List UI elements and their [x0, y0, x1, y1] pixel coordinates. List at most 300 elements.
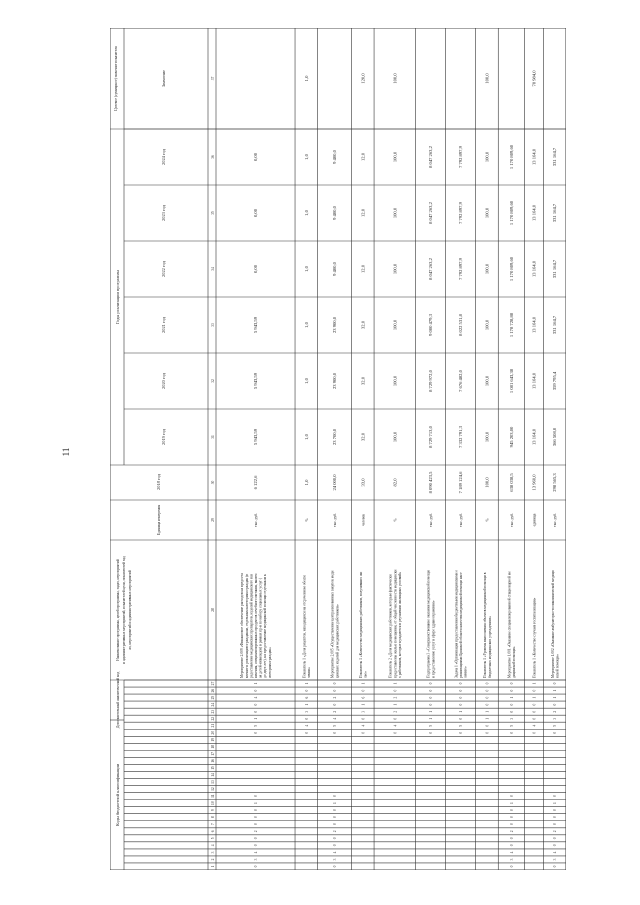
row-2018-value: 6 122,6 [253, 475, 259, 490]
row-year-value: 8 047 263,2 [428, 258, 434, 280]
table-frame [110, 28, 566, 870]
additional-code-digit: 1 [361, 682, 366, 685]
additional-code-digit: 1 [459, 710, 464, 713]
row-year-value: 23 700,0 [332, 428, 338, 446]
code-digit: 0 [254, 823, 259, 826]
additional-code-digit: 0 [553, 731, 558, 734]
year-header-2024: 2024 год [161, 149, 166, 165]
additional-code-digit: 0 [333, 731, 338, 734]
row-year-value: 12,0 [360, 208, 366, 218]
additional-code-digit: 0 [304, 689, 309, 692]
additional-code-digit: 2 [333, 710, 338, 713]
column-number: 2 [211, 858, 215, 861]
row-year-value: 13 164,0 [531, 316, 537, 334]
code-digit: 2 [333, 830, 338, 833]
row-year-value: 1,0 [303, 266, 309, 272]
additional-code-digit: 2 [333, 696, 338, 699]
row-year-value: 331 164,7 [552, 259, 558, 279]
additional-code-digit: 0 [429, 696, 434, 699]
additional-code-digit: 0 [459, 717, 464, 720]
year-header-2020: 2020 год [161, 373, 166, 389]
row-year-value: 12,0 [360, 152, 366, 162]
additional-code-digit: 0 [459, 696, 464, 699]
additional-code-digit: 2 [553, 710, 558, 713]
row-year-value: 1,0 [303, 378, 309, 384]
row-unit: % [485, 518, 490, 522]
additional-code-digit: 1 [304, 682, 309, 685]
additional-code-digit: 0 [333, 682, 338, 685]
row-2018-value: 33,0 [360, 478, 366, 487]
code-digit: 1 [254, 802, 259, 805]
additional-code-digit: 0 [254, 689, 259, 692]
name-column-header-2: и административных мероприятий, показателей цели, показателей зад [122, 556, 126, 664]
additional-code-digit: 1 [532, 682, 537, 685]
row-year-value: 945 203,00 [508, 426, 514, 448]
additional-code-digit: 0 [333, 689, 338, 692]
code-digit: 4 [553, 851, 558, 854]
row-unit: тыс. руб. [254, 513, 259, 527]
additional-code-digit: 1 [304, 703, 309, 706]
codes-group-header: Коды бюджетной классификации [115, 763, 120, 827]
row-name: Задача 1 «Организация предоставления бюджетными медицинскими о [454, 569, 459, 678]
code-digit: 0 [553, 865, 558, 868]
row-name: Показатель 1 «Количество медицинских работников, получивших жи [358, 571, 363, 678]
code-digit: 0 [254, 865, 259, 868]
row-unit: % [393, 518, 398, 522]
additional-code-digit: 0 [361, 689, 366, 692]
additional-code-digit: 1 [553, 689, 558, 692]
additional-code-digit: 5 [553, 724, 558, 727]
row-name: редоставление медицинских препаратов, изделий медицинского наз [249, 573, 254, 678]
code-digit: 0 [333, 844, 338, 847]
row-name: атегориям граждан» [267, 647, 272, 678]
row-name: чении» [307, 667, 312, 678]
row-year-value: 100,0 [392, 263, 398, 275]
name-column-header: Наименование программы, целей программы, задач, мероприятий [116, 559, 120, 661]
additional-code-header: Дополнительный аналитический код [116, 671, 120, 729]
code-digit: 0 [333, 795, 338, 798]
row-name: вление и реализацию гражданам, отдельным категориям граждан (п [244, 573, 249, 678]
budget-table [110, 28, 566, 870]
code-digit: 0 [509, 823, 514, 826]
row-name: лению» [463, 666, 468, 678]
additional-code-digit: 4 [532, 724, 537, 727]
column-number: 36 [211, 155, 215, 159]
row-target-value: 100,0 [392, 73, 398, 84]
additional-code-digit: 0 [429, 731, 434, 734]
year-2018-header: 2018 год [156, 474, 161, 490]
additional-code-digit: 5 [333, 724, 338, 727]
additional-code-digit: 1 [254, 717, 259, 720]
additional-code-digit: 0 [429, 682, 434, 685]
code-digit: 2 [553, 830, 558, 833]
additional-code-digit: 0 [485, 689, 490, 692]
row-year-value: 13 164,0 [531, 372, 537, 390]
row-name: Мероприятие 1.001 «Оказание специализированной стационарной ме [507, 571, 512, 678]
column-number: 29 [211, 518, 215, 522]
code-digit: 0 [254, 844, 259, 847]
row-year-value: 13 164,0 [531, 148, 537, 166]
additional-code-digit: 0 [532, 710, 537, 713]
additional-code-digit: 0 [532, 731, 537, 734]
row-2018-value: 298 565,3 [552, 473, 558, 492]
row-year-value: 23 900,0 [332, 372, 338, 390]
code-digit: 0 [254, 809, 259, 812]
row-year-value: 7 332 791,3 [458, 426, 464, 448]
row-year-value: 9 000 479,3 [428, 314, 434, 336]
additional-code-digit: 0 [393, 689, 398, 692]
row-unit: тыс. руб. [509, 513, 514, 527]
column-number: 28 [211, 608, 215, 612]
row-2018-value: 638 038,5 [508, 473, 514, 492]
additional-code-digit: 0 [254, 731, 259, 734]
column-number: 27 [211, 681, 215, 686]
additional-code-digit: 0 [254, 703, 259, 706]
additional-code-digit: 0 [485, 703, 490, 706]
row-year-value: 9 400,0 [332, 206, 338, 220]
row-year-value: 1,0 [303, 154, 309, 160]
row-target-value: 100,0 [484, 73, 490, 84]
row-year-value: 1 170 809,60 [508, 200, 514, 226]
year-header-2022: 2022 год [161, 261, 166, 277]
row-name: Показатель 2 «Доля медицинских работников, которым фактически [388, 574, 393, 678]
code-digit: 0 [509, 809, 514, 812]
additional-code-digit: 5 [509, 724, 514, 727]
row-year-value: 8 047 263,2 [428, 146, 434, 168]
column-number: 16 [211, 759, 215, 763]
additional-code-digit: 1 [485, 717, 490, 720]
code-digit: 0 [254, 816, 259, 819]
row-unit: тыс. руб. [553, 513, 558, 527]
column-number: 17 [211, 752, 215, 756]
row-year-value: 12,0 [360, 264, 366, 274]
row-name: Показатель 1 «Доля рецептов, находящихся на отсроченном обеспе [302, 574, 307, 678]
additional-code-digit: 1 [254, 682, 259, 685]
row-year-value: 1,0 [303, 434, 309, 440]
code-digit: 0 [254, 795, 259, 798]
row-year-value: 9 400,0 [332, 262, 338, 276]
row-unit: тыс. руб. [333, 513, 338, 527]
code-digit: 3 [333, 858, 338, 861]
additional-code-digit: 0 [459, 731, 464, 734]
year-header-2021: 2021 год [161, 317, 166, 333]
code-digit: 0 [553, 809, 558, 812]
row-year-value: 1 081 643,38 [508, 368, 514, 394]
code-digit: 0 [553, 816, 558, 819]
row-year-value: 13 164,0 [531, 204, 537, 222]
column-number: 33 [211, 323, 215, 327]
additional-code-digit: 0 [485, 696, 490, 699]
row-year-value: 100,0 [392, 151, 398, 163]
column-number: 31 [211, 435, 215, 439]
page-number: 11 [61, 447, 71, 457]
column-number: 35 [211, 211, 215, 215]
additional-code-digit: 1 [509, 696, 514, 699]
unit-column-header: Единица измерения [157, 504, 161, 536]
code-digit: 2 [509, 830, 514, 833]
row-unit: % [304, 518, 309, 522]
column-number: 15 [211, 766, 215, 770]
row-2018-value: 13 960,0 [531, 474, 537, 491]
row-2018-value: 82,0 [392, 478, 398, 487]
row-year-value: 5 943,59 [253, 372, 259, 390]
column-number: 22 [211, 716, 215, 721]
additional-code-digit: 0 [509, 710, 514, 713]
column-number: 13 [211, 780, 215, 784]
row-year-value: 32,0 [360, 320, 366, 330]
additional-code-digit: 1 [553, 696, 558, 699]
row-year-value: 100,0 [392, 431, 398, 443]
row-name: нской помощи» [555, 654, 560, 678]
column-number: 32 [211, 379, 215, 383]
code-digit: 0 [509, 844, 514, 847]
additional-code-digit: 0 [532, 703, 537, 706]
row-2018-value: 24 000,0 [332, 474, 338, 491]
row-name: начения, специализированных продуктов лечебного питания, включ [254, 573, 259, 678]
additional-code-digit: 6 [304, 696, 309, 699]
row-target-value: 1,0 [303, 75, 309, 82]
row-name: Мероприятие 2.009 «Финансовое обеспечение расходов на предоста [240, 573, 245, 678]
additional-code-digit: 0 [485, 682, 490, 685]
row-year-value: 13 164,0 [531, 428, 537, 446]
column-number: 20 [211, 730, 215, 735]
target-value-header: Значение [161, 69, 166, 88]
column-number: 6 [211, 830, 215, 833]
additional-code-digit: 3 [304, 710, 309, 713]
row-year-value: 8 729 713,0 [428, 426, 434, 448]
row-name: Показатель 1 «Уровень выполнения объемов медицинской помощи в [483, 572, 488, 678]
row-name: Подпрограмма 3 «Совершенствование оказания медицинской помощи [426, 570, 431, 678]
column-number: 37 [211, 76, 215, 81]
row-year-value: 331 164,7 [552, 315, 558, 335]
code-digit: 1 [553, 802, 558, 805]
row-year-value: 1 170 809,60 [508, 256, 514, 282]
year-header-2023: 2023 год [161, 205, 166, 221]
row-name: бюджетных медицинских учреждениях» [487, 615, 492, 678]
additional-code-digit: 1 [429, 717, 434, 720]
code-digit: 0 [509, 795, 514, 798]
name-column-header-3: ач, мероприятий и административных мероприятий [128, 570, 132, 650]
row-name: до двух лет), на предоставление медицинской помощи отдельным к [263, 574, 268, 678]
column-number: 1 [211, 865, 215, 868]
code-digit: 4 [254, 851, 259, 854]
additional-code-digit: 0 [361, 731, 366, 734]
additional-code-digit: 1 [393, 682, 398, 685]
additional-code-digit: 2 [393, 696, 398, 699]
row-year-value: 0,00 [253, 208, 259, 218]
additional-code-digit: 5 [429, 724, 434, 727]
additional-code-digit: 0 [532, 717, 537, 720]
code-digit: 3 [509, 858, 514, 861]
column-number: 24 [211, 702, 215, 707]
code-digit: 0 [553, 844, 558, 847]
code-digit: 3 [254, 858, 259, 861]
row-name: дицинской помощи» [512, 646, 517, 678]
additional-code-digit: 0 [254, 710, 259, 713]
additional-code-digit: 0 [553, 703, 558, 706]
additional-code-digit: 0 [459, 703, 464, 706]
additional-code-digit: 0 [509, 689, 514, 692]
additional-code-digit: 5 [254, 724, 259, 727]
row-name: Мероприятие 1.002 «Оказание амбулаторно-поликлинической медици [550, 570, 555, 678]
code-digit: 0 [509, 865, 514, 868]
additional-code-digit: 5 [459, 724, 464, 727]
row-year-value: 32,0 [360, 432, 366, 442]
row-year-value: 100,0 [392, 207, 398, 219]
code-digit: 0 [553, 837, 558, 840]
column-number: 10 [211, 801, 215, 805]
additional-code-digit: 4 [361, 724, 366, 727]
row-year-value: 100,0 [392, 319, 398, 331]
code-digit: 0 [333, 823, 338, 826]
code-digit: 4 [509, 851, 514, 854]
column-number: 21 [211, 723, 215, 728]
additional-code-digit: 4 [304, 724, 309, 727]
row-year-value: 0,00 [253, 152, 259, 162]
program-years-header: Годы реализации программы [115, 269, 120, 325]
additional-code-digit: 1 [361, 703, 366, 706]
row-year-value: 8 729 972,0 [428, 370, 434, 392]
column-number: 14 [211, 773, 215, 777]
row-year-value: 366 508,0 [552, 427, 558, 447]
code-digit: 1 [509, 802, 514, 805]
additional-code-digit: 1 [485, 710, 490, 713]
row-unit: тыс. руб. [429, 513, 434, 527]
row-unit: единица [532, 513, 537, 527]
row-year-value: 100,0 [392, 375, 398, 387]
row-unit: тыс. руб. [459, 513, 464, 527]
additional-code-digit: 0 [459, 682, 464, 685]
row-year-value: 0,00 [253, 264, 259, 274]
row-name: Показатель 1 «Количество случаев госпитализации» [532, 597, 537, 678]
row-year-value: 1,0 [303, 210, 309, 216]
additional-code-digit: 0 [459, 689, 464, 692]
additional-code-digit: 1 [429, 710, 434, 713]
row-year-value: 1 178 728,88 [508, 312, 514, 338]
code-digit: 0 [509, 837, 514, 840]
row-year-value: 359 795,4 [552, 371, 558, 391]
additional-code-digit: 3 [361, 710, 366, 713]
row-name: Мероприятие 2.005 «Осуществление централизованных закупок меди [330, 570, 335, 678]
row-name: ая детей-инвалидов) в рамках пр-в по набору социальных услуг ( [258, 578, 263, 678]
row-year-value: 100,0 [484, 375, 490, 387]
additional-code-digit: 0 [393, 717, 398, 720]
additional-code-digit: 3 [509, 717, 514, 720]
column-number: 5 [211, 837, 215, 840]
code-digit: 0 [333, 809, 338, 812]
additional-code-digit: 4 [333, 717, 338, 720]
row-name: рганизациями Брянской области качества медицинской помощи насе [459, 572, 464, 678]
column-number: 18 [211, 745, 215, 749]
row-name: цинских изделий для медицинских работников» [335, 604, 340, 678]
row-unit: человек [361, 513, 366, 527]
code-digit: 0 [254, 837, 259, 840]
additional-code-digit: 0 [509, 682, 514, 685]
additional-code-digit: 0 [304, 731, 309, 734]
code-digit: 0 [333, 837, 338, 840]
additional-code-digit: 0 [429, 703, 434, 706]
budget-table-sheet [110, 28, 566, 870]
row-year-value: 7 792 897,9 [458, 202, 464, 224]
row-2018-value: 100,0 [484, 477, 490, 488]
row-target-value: 120,0 [360, 73, 366, 84]
code-digit: 0 [333, 865, 338, 868]
column-number: 7 [211, 823, 215, 826]
code-digit: 0 [333, 816, 338, 819]
row-year-value: 331 164,7 [552, 147, 558, 167]
row-year-value: 5 943,59 [253, 316, 259, 334]
code-digit: 1 [333, 802, 338, 805]
row-year-value: 100,0 [484, 207, 490, 219]
column-number: 25 [211, 695, 215, 700]
additional-code-digit: 0 [509, 731, 514, 734]
row-year-value: 8 022 531,8 [458, 314, 464, 336]
row-year-value: 7 792 897,9 [458, 258, 464, 280]
row-year-value: 100,0 [484, 319, 490, 331]
additional-code-digit: 0 [393, 731, 398, 734]
column-number: 34 [211, 267, 215, 271]
additional-code-digit: 2 [393, 710, 398, 713]
row-year-value: 7 792 897,9 [458, 146, 464, 168]
additional-code-digit: 0 [532, 689, 537, 692]
additional-code-digit: 0 [333, 703, 338, 706]
row-2018-value: 8 090 423,5 [428, 471, 434, 494]
row-year-value: 7 676 482,0 [458, 370, 464, 392]
code-digit: 3 [553, 858, 558, 861]
additional-code-digit: 0 [304, 717, 309, 720]
row-year-value: 331 164,7 [552, 203, 558, 223]
column-number: 19 [211, 738, 215, 742]
column-number: 30 [211, 480, 215, 485]
target-group-header: Целевое (суммарное) значение показателя [114, 46, 118, 111]
code-digit: 0 [553, 823, 558, 826]
row-year-value: 1 170 809,60 [508, 144, 514, 170]
additional-code-digit: 0 [485, 724, 490, 727]
year-header-2019: 2019 год [161, 429, 166, 445]
additional-code-digit: 0 [429, 689, 434, 692]
additional-code-digit: 4 [254, 696, 259, 699]
row-name: предоставлены жилые помещения, от общей численности медицински [393, 569, 398, 678]
column-number: 3 [211, 851, 215, 854]
row-2018-value: 1,0 [303, 479, 309, 486]
column-number: 26 [211, 688, 215, 693]
row-year-value: 1,0 [303, 322, 309, 328]
column-number: 4 [211, 844, 215, 847]
code-digit: 2 [254, 830, 259, 833]
row-year-value: 5 943,59 [253, 428, 259, 446]
additional-code-digit: 0 [485, 731, 490, 734]
additional-code-digit: 3 [553, 717, 558, 720]
additional-code-digit: 6 [361, 696, 366, 699]
code-digit: 4 [333, 851, 338, 854]
row-2018-value: 7 189 124,6 [458, 471, 464, 494]
column-number: 9 [211, 809, 215, 812]
row-year-value: 32,0 [360, 376, 366, 386]
row-year-value: 100,0 [484, 151, 490, 163]
column-number: 23 [211, 709, 215, 714]
row-name: и предоставление услуг в сфере здравоохранения» [431, 600, 436, 678]
row-year-value: 8 047 263,2 [428, 202, 434, 224]
row-name: х работников, которые нуждаются в улучшении жилищных условий» [397, 571, 402, 678]
row-target-value: 78 984,0 [531, 70, 537, 87]
row-name: лье» [363, 671, 368, 678]
column-number: 8 [211, 816, 215, 819]
code-digit: 0 [509, 816, 514, 819]
additional-code-digit: 0 [509, 703, 514, 706]
row-year-value: 13 164,0 [531, 260, 537, 278]
additional-code-digit: 1 [532, 696, 537, 699]
row-year-value: 9 400,0 [332, 150, 338, 164]
